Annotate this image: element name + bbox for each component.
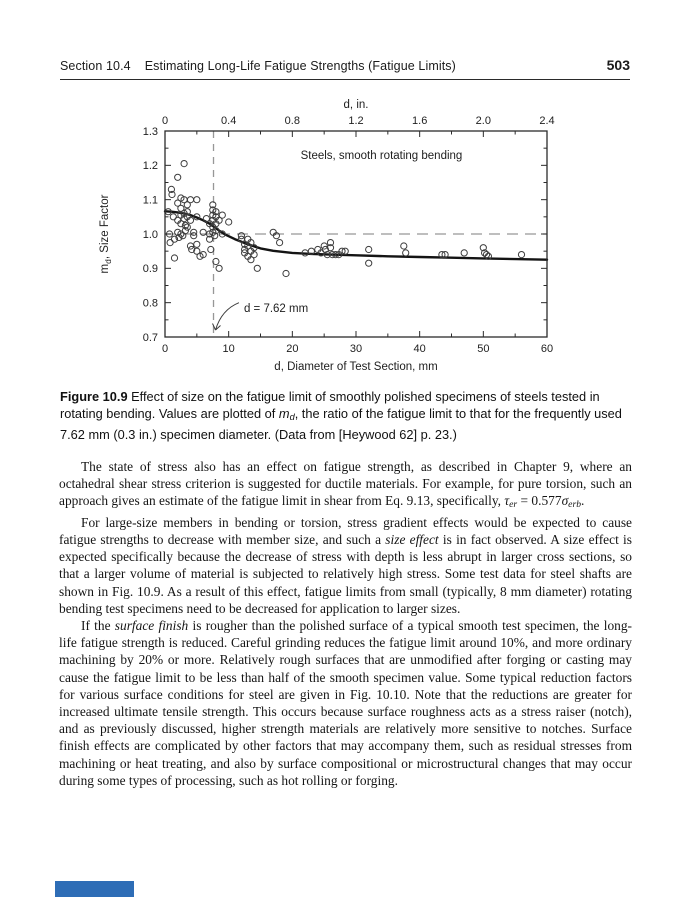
svg-text:1.2: 1.2 xyxy=(142,160,158,173)
svg-text:0.9: 0.9 xyxy=(142,263,158,276)
svg-text:d = 7.62 mm: d = 7.62 mm xyxy=(243,302,309,315)
svg-text:10: 10 xyxy=(222,343,235,355)
section-heading xyxy=(60,59,456,73)
svg-text:0: 0 xyxy=(161,343,169,355)
page-number: 503 xyxy=(606,57,630,73)
svg-text:d, Diameter of Test Section, m: d, Diameter of Test Section, mm xyxy=(274,361,438,373)
svg-text:1.2: 1.2 xyxy=(348,115,364,127)
svg-text:0.8: 0.8 xyxy=(142,297,158,310)
svg-text:30: 30 xyxy=(349,343,363,355)
svg-text:1.0: 1.0 xyxy=(142,228,158,241)
page-header xyxy=(60,57,630,80)
figure-caption: Figure 10.9 Effect of size on the fatigue limit of smoothly polished specimens of steels tested in rotating bending. Values are plotted of md, the ratio of the fatigue limit to that for the frequently used 7.62 mm (0.3 in.) specimen diameter. (Data from [Heywood 62] p. 23.) xyxy=(60,389,622,443)
svg-text:1.6: 1.6 xyxy=(412,115,428,127)
svg-text:0.7: 0.7 xyxy=(142,331,158,344)
paragraph-surface-finish: If the surface finish is rougher than the polished surface of a typical smooth test specimen, the long-life fatigue strength is reduced. Careful grinding reduces the fatigue limit around 10%, and more ordinary machining by 20% or more. Relatively rough surfaces that are unmodified after forging or casting may cause the fatigue limit to be less than half of the smooth specimen value. Some typical reduction factors for various surface conditions for steel are given in Fig. 10.10. Note that the reductions are greater for increased ultimate tensile strength. This occurs because surface roughness acts as a stress raiser (notch), and as previously discussed, higher strength materials are relatively more sensitive to notches. Surface finish effects are complicated by other factors that may accompany them, such as residual stresses from machining or heat treating, and also by surface compositional or microstructural changes that may occur during some types of processing, such as hot rolling or forging. xyxy=(59,617,632,788)
svg-text:40: 40 xyxy=(413,343,426,355)
svg-text:50: 50 xyxy=(477,343,490,355)
paragraph-state-of-stress: The state of stress also has an effect on fatigue strength, as described in Chapter 9, where an octahedral shear stress criterion is suggested for ductile materials. For example, for pure torsion, such an approach gives an estimate of the fatigue limit in shear from Eq. 9.13, specifically, τer = 0.577σerb. xyxy=(59,459,632,511)
bottom-accent-bar xyxy=(55,881,134,897)
svg-text:2.0: 2.0 xyxy=(475,115,491,127)
svg-text:Steels, smooth rotating bendin: Steels, smooth rotating bending xyxy=(300,150,463,163)
svg-text:d, in.: d, in. xyxy=(343,99,369,111)
paragraph-size-effect: For large-size members in bending or torsion, stress gradient effects would be expected to cause fatigue strengths to decrease with member size, and such a size effect is in fact observed. A size effect is expected specifically because the decrease of stress with depth is less abrupt in larger cross sections, so that a larger volume of material is subjected to relatively high stress. Some test data for steel shafts are shown in Fig. 10.9. As a result of this effect, fatigue limits from small (typically, 8 mm diameter) rotating bending test specimens need to be decreased for application to larger sizes. xyxy=(59,514,632,616)
svg-text:1.3: 1.3 xyxy=(142,125,158,138)
svg-text:2.4: 2.4 xyxy=(539,115,555,127)
section-title: Estimating Long-Life Fatigue Strengths (Fatigue Limits) xyxy=(144,59,456,73)
section-number: Section 10.4 xyxy=(60,59,131,73)
svg-text:0: 0 xyxy=(161,115,169,127)
svg-text:0.8: 0.8 xyxy=(284,115,300,127)
svg-text:20: 20 xyxy=(286,343,299,355)
figure-chart xyxy=(92,94,652,379)
svg-text:60: 60 xyxy=(540,343,554,355)
figure-10-9 xyxy=(92,94,652,379)
y-axis-title: $m_d$, Size Factor xyxy=(99,194,113,274)
svg-text:0.4: 0.4 xyxy=(221,115,237,127)
svg-text:1.1: 1.1 xyxy=(142,194,158,207)
body-text xyxy=(59,458,632,789)
